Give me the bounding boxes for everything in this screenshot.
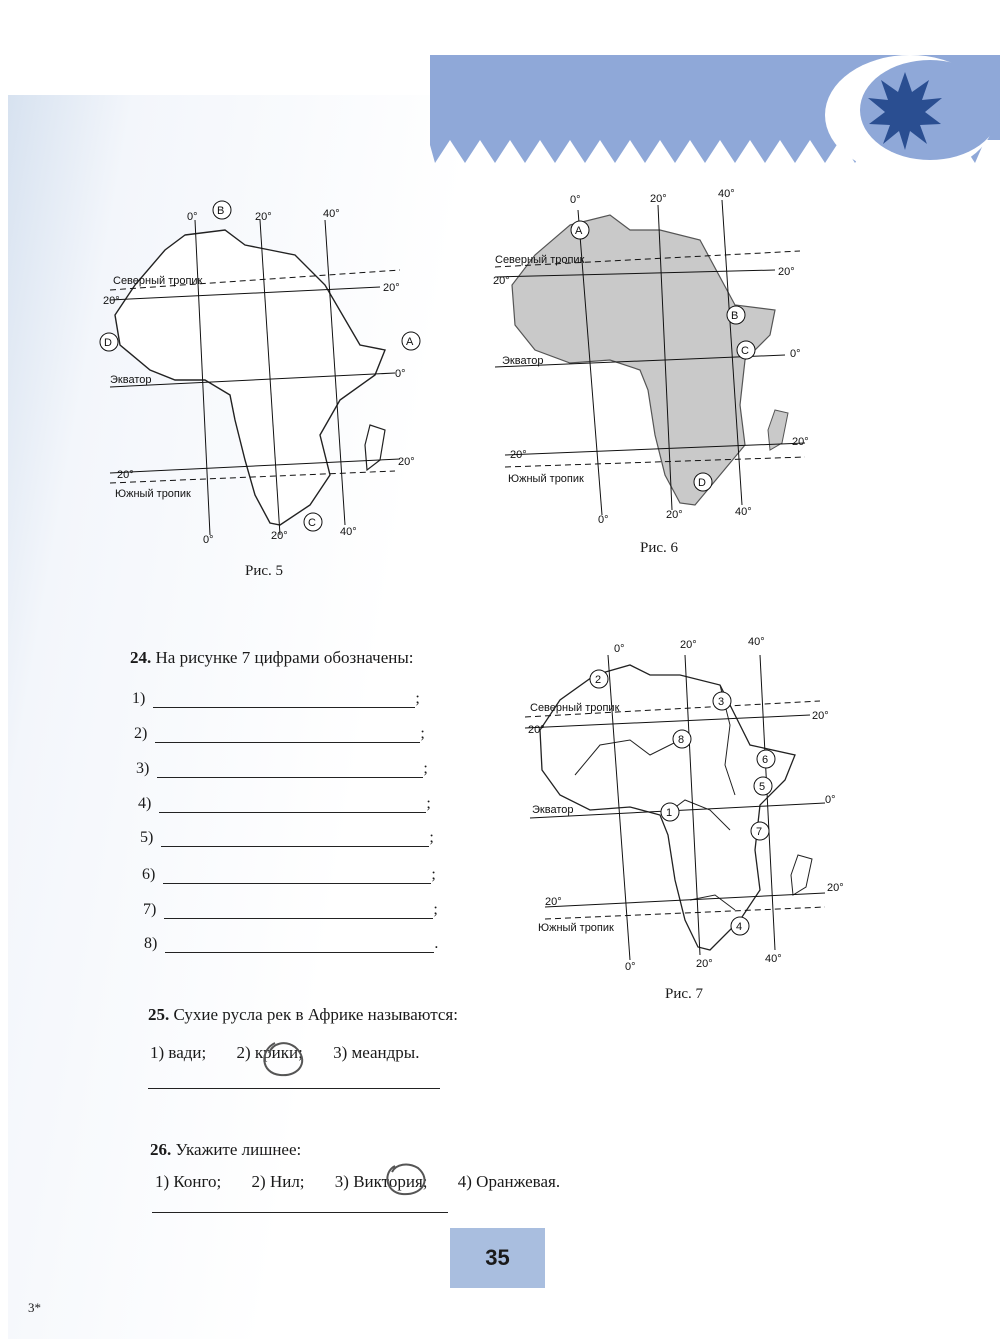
svg-text:A: A: [575, 225, 583, 237]
lon40-top-label: 40°: [323, 208, 340, 220]
answer-row-4-end: ;: [426, 795, 431, 812]
lon20-top-label: 20°: [650, 193, 667, 205]
north-tropic-label: Северный тропик: [530, 702, 620, 714]
q26-option-2[interactable]: 2) Нил;: [251, 1172, 305, 1191]
marker-5: [754, 777, 772, 795]
lon0-bottom-label: 0°: [625, 961, 636, 973]
north-tropic-label: Северный тропик: [113, 275, 203, 287]
svg-text:4: 4: [736, 921, 743, 933]
lon20-bottom-label: 20°: [271, 530, 288, 542]
lon40-top-label: 40°: [748, 636, 765, 648]
lat20n-label: 20°: [528, 724, 545, 736]
marker-3: [713, 692, 731, 710]
answer-row-2-end: ;: [420, 725, 425, 742]
marker-d: [100, 333, 118, 351]
svg-text:8: 8: [678, 734, 685, 746]
svg-text:1: 1: [666, 807, 673, 819]
q26-option-1[interactable]: 1) Конго;: [155, 1172, 222, 1191]
marker-b: [213, 201, 231, 219]
lat20n-right-label: 20°: [812, 710, 829, 722]
lat20n-label: 20°: [493, 275, 510, 287]
question-24: [130, 648, 414, 668]
answer-row-3: [136, 760, 428, 778]
map-fig7: [520, 635, 845, 975]
equator-label: Экватор: [502, 355, 544, 367]
marker-a: [571, 221, 589, 239]
answer-row-7: [143, 901, 438, 919]
lon40-top-label: 40°: [718, 188, 735, 200]
q26-option-3[interactable]: 3) Виктория;: [334, 1172, 428, 1191]
lat20s-label: 20°: [545, 896, 562, 908]
lat20n-right-label: 20°: [383, 282, 400, 294]
question-25-number: 25.: [148, 1005, 170, 1024]
svg-text:2: 2: [595, 674, 602, 686]
lon40-bottom-label: 40°: [765, 953, 782, 965]
lon20-top-label: 20°: [680, 639, 697, 651]
map-fig5: [95, 195, 435, 555]
answer-row-4: [138, 795, 431, 813]
equator-label: Экватор: [110, 374, 152, 386]
lon40-bottom-label: 40°: [340, 526, 357, 538]
lon20-bottom-label: 20°: [666, 509, 683, 521]
equator-0-label: 0°: [790, 348, 801, 360]
lon0-top-label: 0°: [187, 211, 198, 223]
equator-0-label: 0°: [825, 794, 836, 806]
lat20s-label: 20°: [510, 449, 527, 461]
lat20s-right-label: 20°: [398, 456, 415, 468]
south-tropic-label: Южный тропик: [538, 922, 614, 934]
svg-text:3: 3: [718, 696, 725, 708]
answer-row-4-line[interactable]: [159, 798, 426, 813]
lat20s-right-label: 20°: [827, 882, 844, 894]
answer-row-5-num: 5): [140, 829, 154, 846]
lon20-bottom-label: 20°: [696, 958, 713, 970]
equator-0-label: 0°: [395, 368, 406, 380]
marker-b: [727, 306, 745, 324]
answer-row-2-num: 2): [134, 725, 148, 742]
marker-c: [737, 341, 755, 359]
lon0-top-label: 0°: [570, 194, 581, 206]
marker-2: [590, 670, 608, 688]
answer-row-7-end: ;: [433, 901, 438, 918]
svg-text:D: D: [104, 337, 112, 349]
answer-row-8-line[interactable]: [165, 938, 434, 953]
question-25-text: Сухие русла рек в Африке называются:: [173, 1005, 458, 1024]
question-24-text: На рисунке 7 цифрами обозначены:: [155, 648, 414, 667]
answer-row-3-num: 3): [136, 760, 150, 777]
question-26-text: Укажите лишнее:: [175, 1140, 302, 1159]
caption-fig5: Рис. 5: [245, 563, 284, 579]
question-26-number: 26.: [150, 1140, 172, 1159]
question-25: [148, 1005, 458, 1025]
marker-1: [661, 803, 679, 821]
answer-row-3-end: ;: [423, 760, 428, 777]
q25-option-1[interactable]: 1) вади;: [150, 1043, 207, 1062]
answer-row-5-line[interactable]: [161, 832, 429, 847]
answer-row-1-num: 1): [132, 690, 146, 707]
answer-row-6: [142, 866, 436, 884]
lon0-top-label: 0°: [614, 643, 625, 655]
lon0-bottom-label: 0°: [203, 534, 214, 546]
caption-fig7: Рис. 7: [665, 986, 704, 1002]
svg-text:C: C: [308, 517, 316, 529]
answer-row-6-num: 6): [142, 866, 156, 883]
page-number: 35: [450, 1228, 545, 1288]
svg-text:5: 5: [759, 781, 766, 793]
answer-row-8-num: 8): [144, 935, 158, 952]
marker-d: [694, 473, 712, 491]
lat20n-label: 20°: [103, 295, 120, 307]
answer-row-4-num: 4): [138, 795, 152, 812]
map-fig6: [490, 185, 830, 530]
marker-7: [751, 822, 769, 840]
header-band: [430, 55, 1000, 165]
answer-row-3-line[interactable]: [157, 763, 423, 778]
lon0-bottom-label: 0°: [598, 514, 609, 526]
svg-text:A: A: [406, 336, 414, 348]
q25-option-2[interactable]: 2) крики;: [236, 1043, 303, 1062]
answer-row-1-end: ;: [415, 690, 420, 707]
caption-fig6: Рис. 6: [640, 540, 679, 556]
answer-row-8: [144, 935, 438, 953]
answer-row-1: [132, 690, 420, 708]
answer-row-8-end: .: [434, 935, 439, 952]
south-tropic-label: Южный тропик: [508, 473, 584, 485]
q25-option-3[interactable]: 3) меандры.: [333, 1043, 420, 1062]
answer-row-5: [140, 829, 434, 847]
answer-row-1-line[interactable]: [153, 693, 415, 708]
q26-answer-line[interactable]: [152, 1210, 448, 1213]
answer-row-2-line[interactable]: [155, 728, 420, 743]
marker-c: [304, 513, 322, 531]
marker-8: [673, 730, 691, 748]
svg-text:C: C: [741, 345, 749, 357]
question-24-number: 24.: [130, 648, 152, 667]
south-tropic-label: Южный тропик: [115, 488, 191, 500]
lat20s-right-label: 20°: [792, 436, 809, 448]
footer-signature-mark: 3*: [28, 1300, 41, 1315]
svg-text:B: B: [217, 205, 225, 217]
lat20s-label: 20°: [117, 469, 134, 481]
svg-text:D: D: [698, 477, 706, 489]
question-26: [150, 1140, 301, 1160]
svg-text:7: 7: [756, 826, 763, 838]
answer-row-6-end: ;: [431, 866, 436, 883]
answer-row-7-line[interactable]: [164, 904, 433, 919]
equator-label: Экватор: [532, 804, 574, 816]
lon20-top-label: 20°: [255, 211, 272, 223]
question-26-options: [155, 1172, 586, 1192]
marker-6: [757, 750, 775, 768]
lon40-bottom-label: 40°: [735, 506, 752, 518]
answer-row-6-line[interactable]: [163, 869, 431, 884]
answer-row-2: [134, 725, 425, 743]
svg-text:B: B: [731, 310, 739, 322]
north-tropic-label: Северный тропик: [495, 254, 585, 266]
svg-text:6: 6: [762, 754, 769, 766]
answer-row-7-num: 7): [143, 901, 157, 918]
marker-a: [402, 332, 420, 350]
q25-answer-line[interactable]: [148, 1086, 440, 1089]
answer-row-5-end: ;: [429, 829, 434, 846]
q26-option-4[interactable]: 4) Оранжевая.: [457, 1172, 561, 1191]
marker-4: [731, 917, 749, 935]
lat20n-right-label: 20°: [778, 266, 795, 278]
handwritten-circle-mark-2: [380, 1158, 435, 1198]
handwritten-circle-mark: [255, 1035, 315, 1080]
